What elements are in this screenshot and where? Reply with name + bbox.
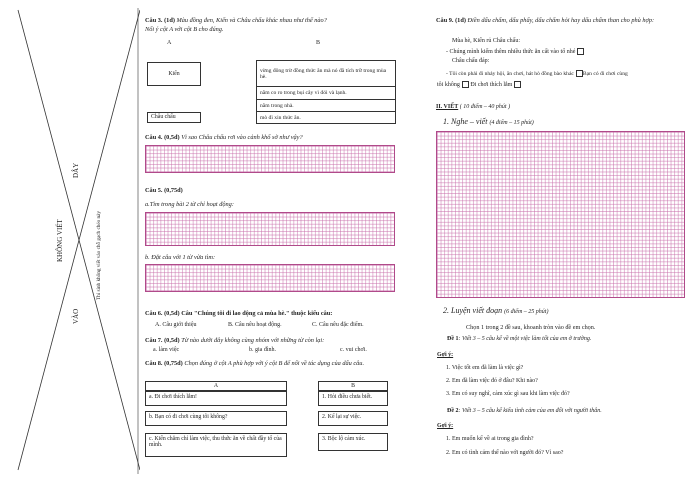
q3-b2[interactable]: nằm co ro trong bụi cây vì đói và lạnh. xyxy=(257,87,396,100)
q7-header: Câu 7. (0,5đ) Từ nào dưới đây không cùng nhóm với những từ còn lại: xyxy=(145,337,325,344)
choose-instruction: Chọn 1 trong 2 đề sau, khoanh tròn vào đề em chọn. xyxy=(466,324,596,331)
q3-b3[interactable]: nằm trong nhà. xyxy=(257,100,396,112)
q5a-answer-grid[interactable] xyxy=(145,212,395,246)
q9-line-3: Châu chấu đáp: xyxy=(452,58,490,64)
q8-col-b-label: B xyxy=(351,383,355,389)
hint-1-item-3: 3. Em có suy nghĩ, cảm xúc gì sau khi làm việc đó? xyxy=(446,391,570,397)
write1-header: 1. Nghe – viết (4 điểm – 15 phút) xyxy=(443,117,534,126)
q3-b1[interactable]: vừng đông trừ đồng thức ăn mà nó đã tích trữ trong mùa hè. xyxy=(257,61,396,87)
q8-b3[interactable] xyxy=(318,433,388,451)
q3-col-b-head: B xyxy=(316,40,321,46)
q9-blank-2[interactable] xyxy=(576,70,583,77)
hint-1-item-2: 2. Em đã làm việc đó ở đâu? Khi nào? xyxy=(446,378,538,384)
q8-col-b-head xyxy=(318,381,388,391)
q8-a1[interactable] xyxy=(145,391,287,406)
q8-col-a-label: A xyxy=(213,383,219,389)
q8-a3[interactable] xyxy=(145,433,287,457)
q3-a1-text: Kiến xyxy=(168,71,180,77)
q3-b4[interactable]: mò đi xin thức ăn. xyxy=(257,112,396,124)
q5b-answer-grid[interactable] xyxy=(145,264,395,292)
write2-header: 2. Luyện viết đoạn (6 điểm – 25 phút) xyxy=(443,306,549,315)
q4-answer-grid[interactable] xyxy=(145,145,395,173)
q8-a1-text: a. Đi chơi thích lắm! xyxy=(149,394,197,400)
q5b-prompt: b. Đặt câu với 1 từ vừa tìm: xyxy=(145,254,216,261)
q9-blank-1[interactable] xyxy=(577,48,584,55)
q8-b2-text: 2. Kể lại sự việc. xyxy=(322,414,362,420)
q3-instruction: Nối ý cột A với cột B cho đúng. xyxy=(145,26,224,33)
q5a-prompt: a.Tìm trong bài 2 từ chỉ hoạt động: xyxy=(145,201,234,208)
q4-header: Câu 4. (0,5đ) Vì sao Châu chấu rơi vào cảnh khổ sở như vậy? xyxy=(145,134,303,141)
q3-header: Câu 3. (1đ) Màu đồng đen, Kiến và Châu chấu khác nhau như thế nào? xyxy=(145,17,327,24)
hint-2-item-2: 2. Em có tình cảm thế nào với người đó? Vì sao? xyxy=(446,450,564,456)
q9-line-2: - Chúng mình kiếm thêm nhiều thức ăn cất vào tổ nhé xyxy=(446,48,584,55)
crossed-margin xyxy=(0,0,140,491)
q9-header: Câu 9. (1đ) Điền dấu chấm, dấu phẩy, dấu chấm hỏi hay dấu chấm than cho phù hợp: xyxy=(436,17,655,24)
q6-option-b[interactable]: B. Câu nêu hoạt động. xyxy=(228,322,282,328)
q9-blank-3[interactable] xyxy=(462,81,469,88)
q9-blank-4[interactable] xyxy=(514,81,521,88)
hint-1-label: Gợi ý: xyxy=(437,352,454,358)
q8-b3-text: 3. Bộc lộ cảm xúc. xyxy=(322,436,366,442)
q9-line-5: tôi không Đi chơi thích lắm xyxy=(437,81,521,88)
q6-header: Câu 6. (0,5đ) Câu "Chúng tôi đi lao động cả mùa hè." thuộc kiểu câu: xyxy=(145,310,333,317)
hint-1-item-1: 1. Việc tốt em đã làm là việc gì? xyxy=(446,365,524,371)
q3-a2-box[interactable] xyxy=(147,112,201,123)
q7-option-c[interactable]: c. vui chơi. xyxy=(340,347,367,353)
q3-a2-text: Châu chấu xyxy=(151,114,176,120)
topic-1[interactable]: Đề 1: Viết 3 – 5 câu kể về một việc làm tốt của em ở trường. xyxy=(447,336,592,342)
hint-2-label: Gợi ý: xyxy=(437,423,454,429)
margin-word-bottom: VÀO xyxy=(72,308,80,324)
q8-header: Câu 8. (0,75đ) Chọn đúng ở cột A phù hợp với ý cột B để nối về tác dụng của dấu câu. xyxy=(145,360,365,367)
q8-b1-text: 1. Hỏi điều chưa biết. xyxy=(322,394,373,400)
q3-col-a-head: A xyxy=(167,40,172,46)
dictation-grid[interactable] xyxy=(436,131,685,298)
q8-col-a-head xyxy=(145,381,287,391)
topic-2[interactable]: Đề 2: Viết 3 – 5 câu kể kiểu tình cảm của em đối với người thân. xyxy=(447,408,602,414)
q9-line-4: - Tôi còn phải đi nhảy hội, ăn chơi, hát hò đồng bào khác Bạn có đi chơi cùng xyxy=(446,70,628,77)
q3-col-b-table xyxy=(256,60,396,124)
q6-option-a[interactable]: A. Câu giới thiệu xyxy=(155,322,197,328)
margin-word-middle: KHÔNG VIẾT xyxy=(56,219,64,262)
hint-2-item-1: 1. Em muốn kể về ai trong gia đình? xyxy=(446,436,534,442)
q7-option-b[interactable]: b. gia đình. xyxy=(249,347,276,353)
q8-a2-text: b. Bạn có đi chơi cùng tôi không? xyxy=(149,414,228,420)
q6-option-c[interactable]: C. Câu nêu đặc điểm. xyxy=(312,322,364,328)
q8-b1[interactable] xyxy=(318,391,388,406)
q9-line-1: Mùa hè, Kiến rủ Châu chấu: xyxy=(452,38,520,44)
q5-header: Câu 5. (0,75đ) xyxy=(145,187,183,194)
margin-word-top: DÂY xyxy=(72,162,80,178)
q8-a2[interactable] xyxy=(145,411,287,426)
q7-option-a[interactable]: a. làm việc xyxy=(153,347,180,353)
q3-a1-box[interactable] xyxy=(147,62,201,86)
q8-b2[interactable] xyxy=(318,411,388,426)
margin-note: Thí sinh không viết vào chỗ gạch chéo này xyxy=(96,210,102,300)
q8-a3-text: c. Kiến chăm chỉ làm việc, thu thức ăn về chất đầy tổ của mình. xyxy=(149,436,282,448)
part2-header: II. VIẾT ( 10 điểm – 40 phút ) xyxy=(436,104,511,110)
